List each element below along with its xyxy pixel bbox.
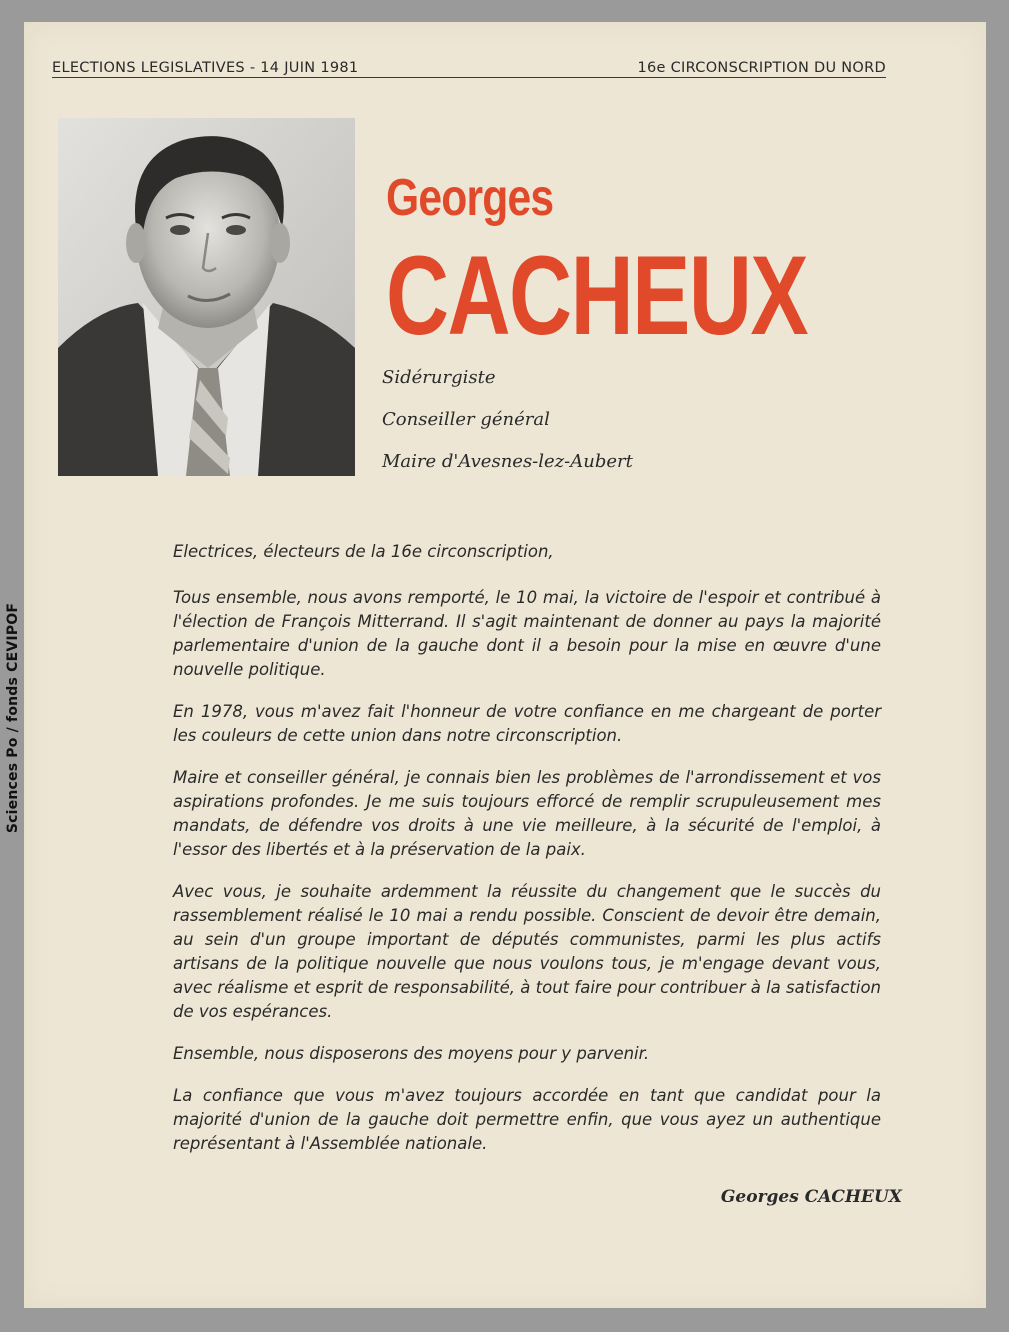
campaign-letter [173, 540, 881, 1174]
candidate-first-name: Georges [386, 169, 554, 227]
letter-signature: Georges CACHEUX [720, 1187, 902, 1207]
letter-salutation: Electrices, électeurs de la 16e circonscription, [173, 542, 554, 561]
letter-paragraph: Avec vous, je souhaite ardemment la réussite du changement que le succès du rassemblement réalisé le 10 mai a rendu possible. Conscient de devoir être demain, au sein d'un groupe important de députés communistes, parmi les plus actifs artisans de la politique nouvelle que nous voulons tous, je m'engage devant vous, avec réalisme et esprit de responsabilité, à tout faire pour contribuer à la satisfaction de vos espérances. [173, 882, 881, 1021]
candidate-portrait [58, 118, 355, 476]
archive-credit [4, 580, 22, 855]
leaflet-header [52, 52, 886, 76]
constituency-label: 16e CIRCONSCRIPTION DU NORD [637, 60, 886, 76]
header-divider [52, 77, 886, 78]
letter-paragraph: Maire et conseiller général, je connais bien les problèmes de l'arrondissement et vos aspirations profondes. Je me suis toujours efforcé de remplir scrupuleusement mes mandats, de défendre vos droits à une vie meilleure, à la sécurité de l'emploi, à l'essor des libertés et à la préservation de la paix. [173, 768, 881, 859]
letter-paragraph: En 1978, vous m'avez fait l'honneur de votre confiance en me chargeant de porter les couleurs de cette union dans notre circonscription. [173, 702, 881, 745]
letter-paragraph: Tous ensemble, nous avons remporté, le 10 mai, la victoire de l'espoir et contribué à l'élection de François Mitterrand. Il s'agit maintenant de donner au pays la majorité parlementaire d'union de la gauche dont il a besoin pour la mise en œuvre d'une nouvelle politique. [173, 588, 881, 679]
candidate-title-council: Conseiller général [382, 409, 550, 430]
archive-credit-text: Sciences Po / fonds CEVIPOF [5, 602, 22, 833]
candidate-title-mayor: Maire d'Avesnes-lez-Aubert [382, 451, 633, 472]
candidate-last-name: CACHEUX [386, 233, 808, 358]
letter-paragraph: Ensemble, nous disposerons des moyens pour y parvenir. [173, 1044, 650, 1063]
letter-paragraph: La confiance que vous m'avez toujours accordée en tant que candidat pour la majorité d'union de la gauche doit permettre enfin, que vous ayez un authentique représentant à l'Assemblée nationale. [173, 1086, 881, 1153]
candidate-titles [382, 366, 633, 492]
candidate-title-profession: Sidérurgiste [382, 367, 496, 388]
election-date-label: ELECTIONS LEGISLATIVES - 14 JUIN 1981 [52, 60, 359, 76]
portrait-photo-icon [58, 118, 355, 476]
